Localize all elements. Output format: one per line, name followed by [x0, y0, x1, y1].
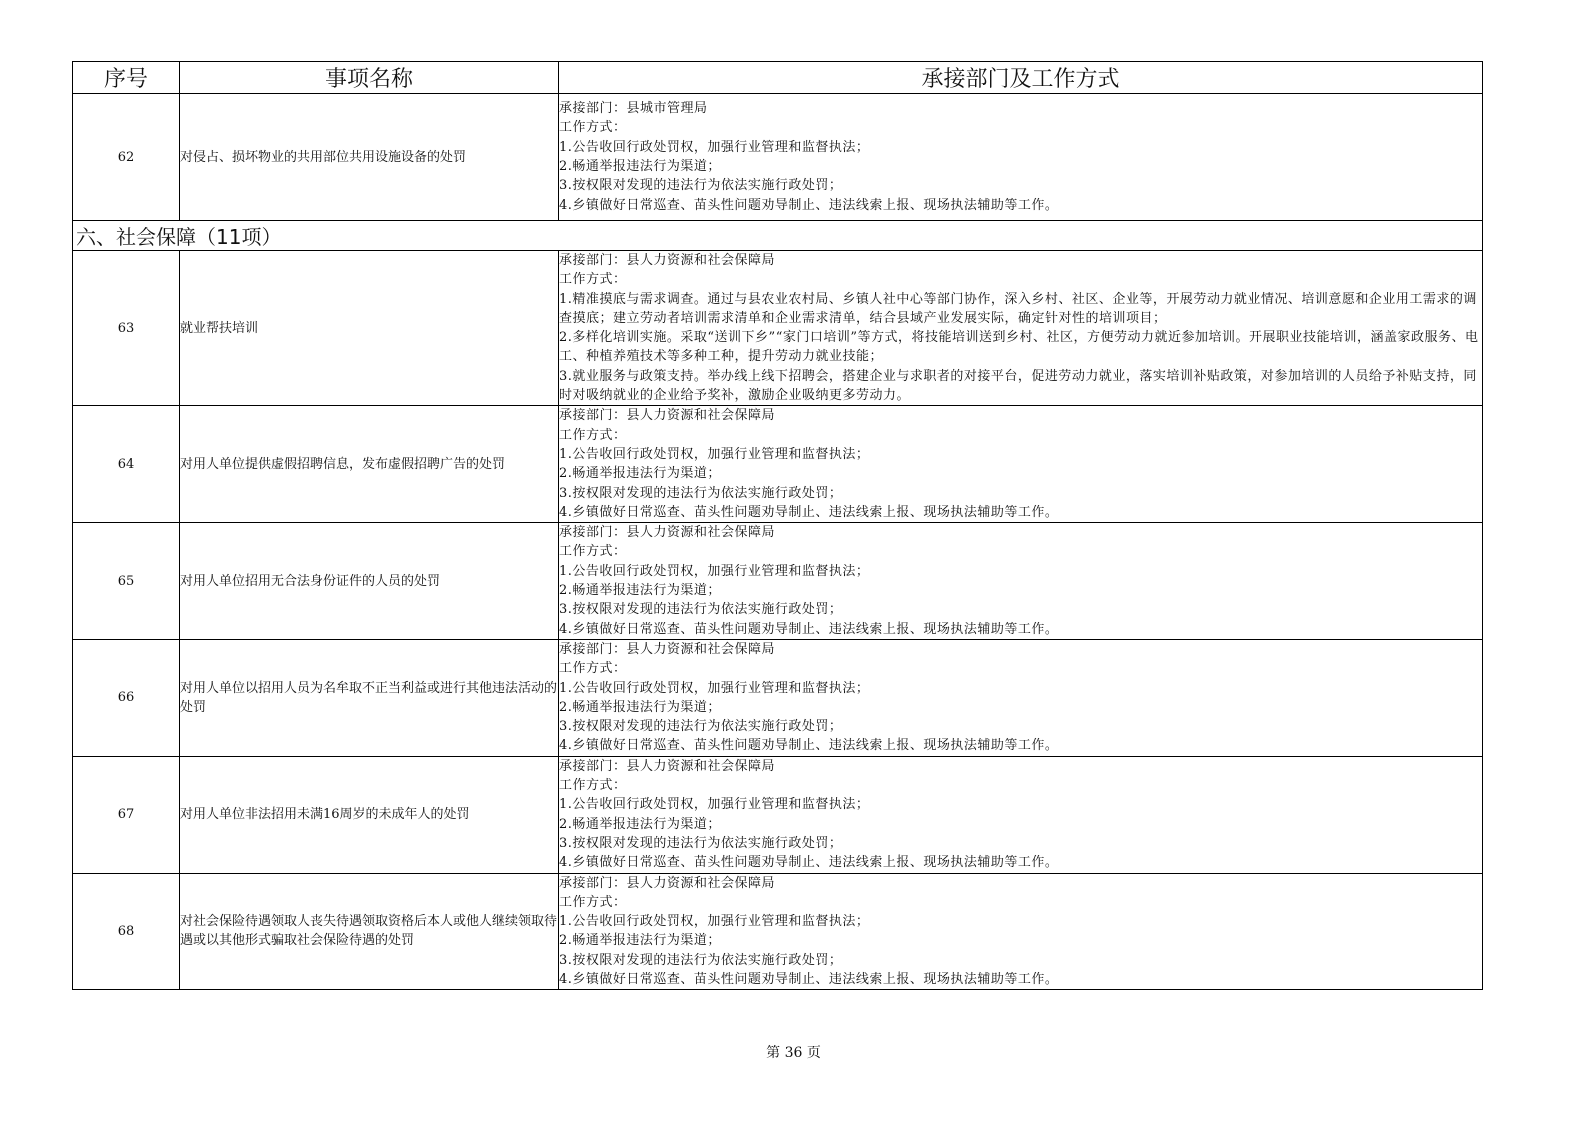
method-line: 2.畅通举报违法行为渠道； [559, 159, 721, 174]
table-row [73, 94, 1483, 221]
section-title: 六、社会保障（11项） [73, 221, 1483, 251]
item-name: 对用人单位以招用人员为名牟取不正当利益或进行其他违法活动的处罚 [180, 639, 559, 756]
method-line: 2.畅通举报违法行为渠道； [559, 583, 721, 599]
table-row [73, 756, 1483, 873]
method-line: 承接部门：县人力资源和社会保障局 [559, 758, 776, 774]
method-line: 3.按权限对发现的违法行为依法实施行政处罚； [559, 835, 843, 851]
method-line: 4.乡镇做好日常巡查、苗头性问题劝导制止、违法线索上报、现场执法辅助等工作。 [559, 855, 1059, 871]
method-line: 2.畅通举报违法行为渠道； [559, 816, 721, 832]
row-number: 68 [73, 873, 180, 990]
page-number: 第 36 页 [766, 1045, 821, 1061]
department-method [559, 406, 1483, 523]
method-line: 3.按权限对发现的违法行为依法实施行政处罚； [559, 178, 843, 194]
method-line: 4.乡镇做好日常巡查、苗头性问题劝导制止、违法线索上报、现场执法辅助等工作。 [559, 504, 1059, 520]
method-line: 1.公告收回行政处罚权，加强行业管理和监督执法； [559, 139, 870, 155]
item-name: 对用人单位非法招用未满16周岁的未成年人的处罚 [180, 756, 559, 873]
method-line: 承接部门：县人力资源和社会保障局 [559, 408, 776, 424]
method-line: 1.公告收回行政处罚权，加强行业管理和监督执法； [559, 797, 870, 813]
matters-table [72, 61, 1483, 990]
method-line: 承接部门：县人力资源和社会保障局 [559, 253, 776, 268]
method-line: 2.畅通举报违法行为渠道； [559, 466, 721, 482]
method-line: 2.畅通举报违法行为渠道； [559, 699, 721, 715]
method-line: 工作方式： [559, 272, 627, 288]
header-item-name: 事项名称 [180, 62, 559, 94]
row-number: 66 [73, 639, 180, 756]
method-line: 4.乡镇做好日常巡查、苗头性问题劝导制止、违法线索上报、现场执法辅助等工作。 [559, 971, 1059, 987]
item-name: 对用人单位招用无合法身份证件的人员的处罚 [180, 523, 559, 640]
method-line: 承接部门：县城市管理局 [559, 101, 708, 117]
method-line: 工作方式： [559, 544, 627, 560]
method-line: 3.按权限对发现的违法行为依法实施行政处罚； [559, 485, 843, 501]
method-line: 1.公告收回行政处罚权，加强行业管理和监督执法； [559, 446, 870, 462]
row-number: 62 [73, 94, 180, 221]
method-line: 1.公告收回行政处罚权，加强行业管理和监督执法； [559, 563, 870, 579]
department-method [559, 523, 1483, 640]
method-line: 4.乡镇做好日常巡查、苗头性问题劝导制止、违法线索上报、现场执法辅助等工作。 [559, 197, 1059, 213]
table-row [73, 873, 1483, 990]
method-line: 2.畅通举报违法行为渠道； [559, 933, 721, 949]
method-line: 3.就业服务与政策支持。举办线上线下招聘会，搭建企业与求职者的对接平台，促进劳动力就业，落实培训补贴政策，对参加培训的人员给予补贴支持，同时对吸纳就业的企业给予奖补，激励企业吸纳更多劳动力。 [559, 368, 1477, 404]
item-name: 对侵占、损坏物业的共用部位共用设施设备的处罚 [180, 94, 559, 221]
method-line: 工作方式： [559, 778, 627, 794]
method-line: 承接部门：县人力资源和社会保障局 [559, 525, 776, 541]
row-number: 64 [73, 406, 180, 523]
item-name: 对用人单位提供虚假招聘信息，发布虚假招聘广告的处罚 [180, 406, 559, 523]
method-line: 3.按权限对发现的违法行为依法实施行政处罚； [559, 719, 843, 735]
method-line: 1.精准摸底与需求调查。通过与县农业农村局、乡镇人社中心等部门协作，深入乡村、社区、企业等，开展劳动力就业情况、培训意愿和企业用工需求的调查摸底；建立劳动者培训需求清单和企业需求清单，结合县域产业发展实际，确定针对性的培训项目； [559, 291, 1477, 326]
method-line: 承接部门：县人力资源和社会保障局 [559, 875, 776, 891]
row-number: 65 [73, 523, 180, 640]
item-name: 就业帮扶培训 [180, 251, 559, 406]
method-line: 工作方式： [559, 427, 627, 443]
method-line: 1.公告收回行政处罚权，加强行业管理和监督执法； [559, 914, 870, 930]
row-number: 63 [73, 251, 180, 406]
department-method [559, 94, 1483, 221]
table-row [73, 523, 1483, 640]
table-header [73, 62, 1483, 94]
department-method [559, 639, 1483, 756]
section-row [73, 221, 1483, 251]
table-row [73, 639, 1483, 756]
department-method [559, 756, 1483, 873]
method-line: 3.按权限对发现的违法行为依法实施行政处罚； [559, 952, 843, 968]
method-line: 工作方式： [559, 894, 627, 910]
method-line: 承接部门：县人力资源和社会保障局 [559, 641, 776, 657]
department-method [559, 251, 1483, 406]
department-method [559, 873, 1483, 990]
table-row [73, 251, 1483, 406]
table-row [73, 406, 1483, 523]
method-line: 1.公告收回行政处罚权，加强行业管理和监督执法； [559, 680, 870, 696]
method-line: 2.多样化培训实施。采取“送训下乡”“家门口培训”等方式，将技能培训送到乡村、社区，方便劳动力就近参加培训。开展职业技能培训，涵盖家政服务、电工、种植养殖技术等多种工种，提升劳动力就业技能； [559, 330, 1479, 365]
header-serial-number: 序号 [73, 62, 180, 94]
header-department-method: 承接部门及工作方式 [559, 62, 1483, 94]
method-line: 工作方式： [559, 120, 627, 136]
method-line: 4.乡镇做好日常巡查、苗头性问题劝导制止、违法线索上报、现场执法辅助等工作。 [559, 738, 1059, 754]
method-line: 工作方式： [559, 661, 627, 677]
method-line: 3.按权限对发现的违法行为依法实施行政处罚； [559, 602, 843, 618]
item-name: 对社会保险待遇领取人丧失待遇领取资格后本人或他人继续领取待遇或以其他形式骗取社会保险待遇的处罚 [180, 873, 559, 990]
method-line: 4.乡镇做好日常巡查、苗头性问题劝导制止、违法线索上报、现场执法辅助等工作。 [559, 621, 1059, 637]
row-number: 67 [73, 756, 180, 873]
